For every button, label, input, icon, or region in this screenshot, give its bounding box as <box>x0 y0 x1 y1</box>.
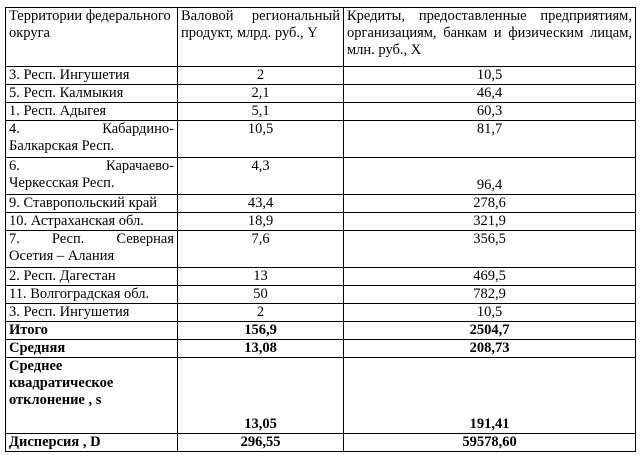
row-credit-value: 10,5 <box>344 67 636 85</box>
summary-row-mean <box>6 340 636 358</box>
summary-credit-value: 191,41 <box>344 358 636 434</box>
row-credit-value: 60,3 <box>344 103 636 121</box>
row-credit-value: 46,4 <box>344 85 636 103</box>
row-credit-value: 356,5 <box>344 231 636 268</box>
summary-row-std <box>6 358 636 434</box>
summary-label <box>6 358 178 434</box>
row-territory: 9. Ставропольский край <box>6 195 178 213</box>
summary-label-line1: Среднее <box>9 358 63 374</box>
table-row <box>6 67 636 85</box>
table-row <box>6 268 636 286</box>
row-territory-line2: Балкарская Респ. <box>9 138 115 154</box>
table-row <box>6 213 636 231</box>
row-grp-value: 43,4 <box>178 195 344 213</box>
summary-label: Итого <box>6 322 178 340</box>
summary-label-line2: квадратическое <box>9 375 114 391</box>
row-territory <box>6 158 178 195</box>
row-territory: 10. Астраханская обл. <box>6 213 178 231</box>
summary-credit-value: 2504,7 <box>344 322 636 340</box>
row-credit-value: 782,9 <box>344 286 636 304</box>
summary-row-total <box>6 322 636 340</box>
row-grp-value: 4,3 <box>178 158 344 195</box>
row-territory <box>6 231 178 268</box>
row-grp-value: 7,6 <box>178 231 344 268</box>
row-grp-value: 2 <box>178 67 344 85</box>
row-territory: 2. Респ. Дагестан <box>6 268 178 286</box>
row-territory-line1: 7. Респ. Северная <box>9 231 174 247</box>
summary-credit-value: 59578,60 <box>344 434 636 452</box>
row-territory: 3. Респ. Ингушетия <box>6 67 178 85</box>
summary-label: Дисперсия , D <box>6 434 178 452</box>
header-territory: Территории федерального округа <box>6 8 178 67</box>
row-territory: 5. Респ. Калмыкия <box>6 85 178 103</box>
row-grp-value: 18,9 <box>178 213 344 231</box>
regional-data-table <box>5 7 636 452</box>
row-territory: 1. Респ. Адыгея <box>6 103 178 121</box>
row-grp-value: 2,1 <box>178 85 344 103</box>
summary-grp-value: 156,9 <box>178 322 344 340</box>
row-credit-value: 469,5 <box>344 268 636 286</box>
row-territory: 3. Респ. Ингушетия <box>6 304 178 322</box>
table-header-row <box>6 8 636 67</box>
row-territory-line2: Черкесская Респ. <box>9 175 115 191</box>
summary-label-line3: отклонение , s <box>9 392 102 408</box>
table-row <box>6 121 636 158</box>
row-credit-value: 10,5 <box>344 304 636 322</box>
document-page <box>5 7 636 452</box>
row-credit-value: 278,6 <box>344 195 636 213</box>
summary-row-variance <box>6 434 636 452</box>
row-territory-line1: 4. Кабардино- <box>9 121 174 137</box>
row-credit-value: 81,7 <box>344 121 636 158</box>
header-credits: Кредиты, предоставленные предприятиям, организациям, банкам и физическим лицам, млн. руб., X <box>344 8 636 67</box>
summary-credit-value: 208,73 <box>344 340 636 358</box>
table-row <box>6 103 636 121</box>
table-row <box>6 304 636 322</box>
table-row <box>6 195 636 213</box>
summary-grp-value: 13,08 <box>178 340 344 358</box>
row-grp-value: 5,1 <box>178 103 344 121</box>
row-territory-line1: 6. Карачаево- <box>9 158 174 174</box>
table-row <box>6 85 636 103</box>
table-row <box>6 286 636 304</box>
summary-grp-value: 296,55 <box>178 434 344 452</box>
row-credit-value: 321,9 <box>344 213 636 231</box>
header-grp: Валовой региональный продукт, млрд. руб., Y <box>178 8 344 67</box>
table-row <box>6 158 636 195</box>
row-grp-value: 13 <box>178 268 344 286</box>
summary-label: Средняя <box>6 340 178 358</box>
row-grp-value: 2 <box>178 304 344 322</box>
table-row <box>6 231 636 268</box>
row-territory <box>6 121 178 158</box>
row-grp-value: 10,5 <box>178 121 344 158</box>
row-grp-value: 50 <box>178 286 344 304</box>
row-territory-line2: Осетия – Алания <box>9 248 115 264</box>
row-credit-value: 96,4 <box>344 158 636 195</box>
summary-grp-value: 13,05 <box>178 358 344 434</box>
row-territory: 11. Волгоградская обл. <box>6 286 178 304</box>
